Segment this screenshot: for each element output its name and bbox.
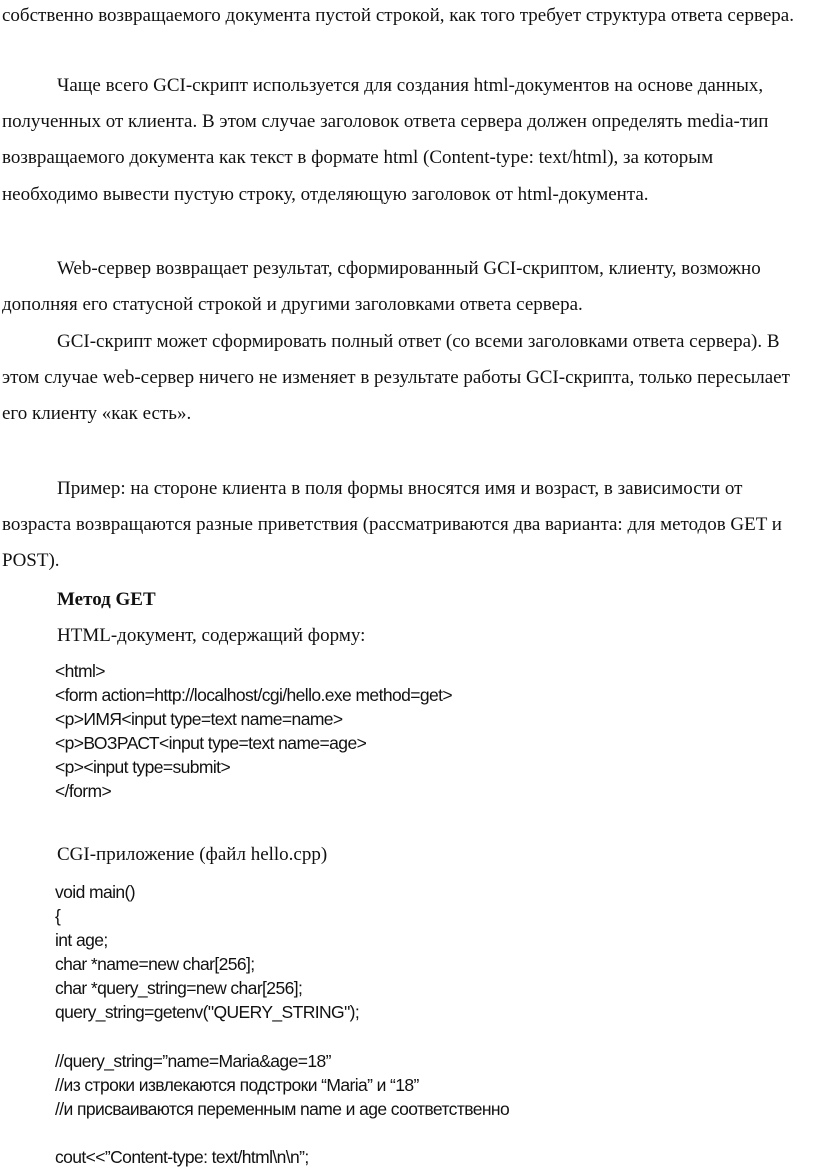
paragraph-2: Чаще всего GCI-скрипт используется для создания html-документов на основе данных, полученных от клиента. В этом случае заголовок ответа сервера должен определять media-тип возвращаемого документа как текст в формате html (Content-type: text/html), за которым необходимо вывести пустую строку, отделяющую заголовок от html-документа.: [2, 75, 769, 205]
code-line: cout<<”Content-type: text/html\n\n”;: [55, 1147, 309, 1168]
code-line: <p><input type=submit>: [55, 757, 231, 778]
code-line: int age;: [55, 930, 108, 951]
code-line: <form action=http://localhost/cgi/hello.exe method=get>: [55, 685, 452, 706]
code-line: //из строки извлекаются подстроки “Maria” и “18”: [55, 1074, 419, 1095]
code-line: query_string=getenv("QUERY_STRING");: [55, 1002, 360, 1023]
code-line: //query_string=”name=Maria&age=18”: [55, 1050, 331, 1071]
code-line: </form>: [55, 781, 112, 802]
html-caption: HTML-документ, содержащий форму:: [57, 625, 366, 646]
paragraph-1: собственно возвращаемого документа пустой строкой, как того требует структура ответа сервера.: [2, 5, 794, 26]
code-blank-line: [55, 1025, 509, 1049]
code-blank-line: [55, 1121, 509, 1145]
html-code-block: [55, 659, 452, 804]
paragraph-4: GCI-скрипт может сформировать полный ответ (со всеми заголовками ответа сервера). В этом случае web-сервер ничего не изменяет в результате работы GCI-скрипта, только пересылает его клиенту «как есть».: [2, 331, 790, 425]
code-line: <p>ВОЗРАСТ<input type=text name=age>: [55, 733, 367, 754]
paragraph-5: Пример: на стороне клиента в поля формы вносятся имя и возраст, в зависимости от возраста возвращаются разные приветствия (рассматриваются два варианта: для методов GET и POST).: [2, 478, 782, 572]
cpp-code-block: [55, 880, 509, 1169]
code-line: char *query_string=new char[256];: [55, 978, 303, 999]
paragraph-3: Web-сервер возвращает результат, сформированный GCI-скриптом, клиенту, возможно дополняя его статусной строкой и другими заголовками ответа сервера.: [2, 258, 761, 316]
cpp-caption: CGI-приложение (файл hello.cpp): [57, 844, 328, 865]
method-heading: Метод GET: [57, 589, 156, 610]
code-line: <html>: [55, 661, 105, 681]
code-line: {: [55, 906, 61, 927]
code-line: char *name=new char[256];: [55, 954, 255, 975]
code-line: void main(): [55, 882, 135, 902]
code-line: //и присваиваются переменным name и age соответственно: [55, 1098, 510, 1119]
code-line: <p>ИМЯ<input type=text name=name>: [55, 709, 343, 730]
